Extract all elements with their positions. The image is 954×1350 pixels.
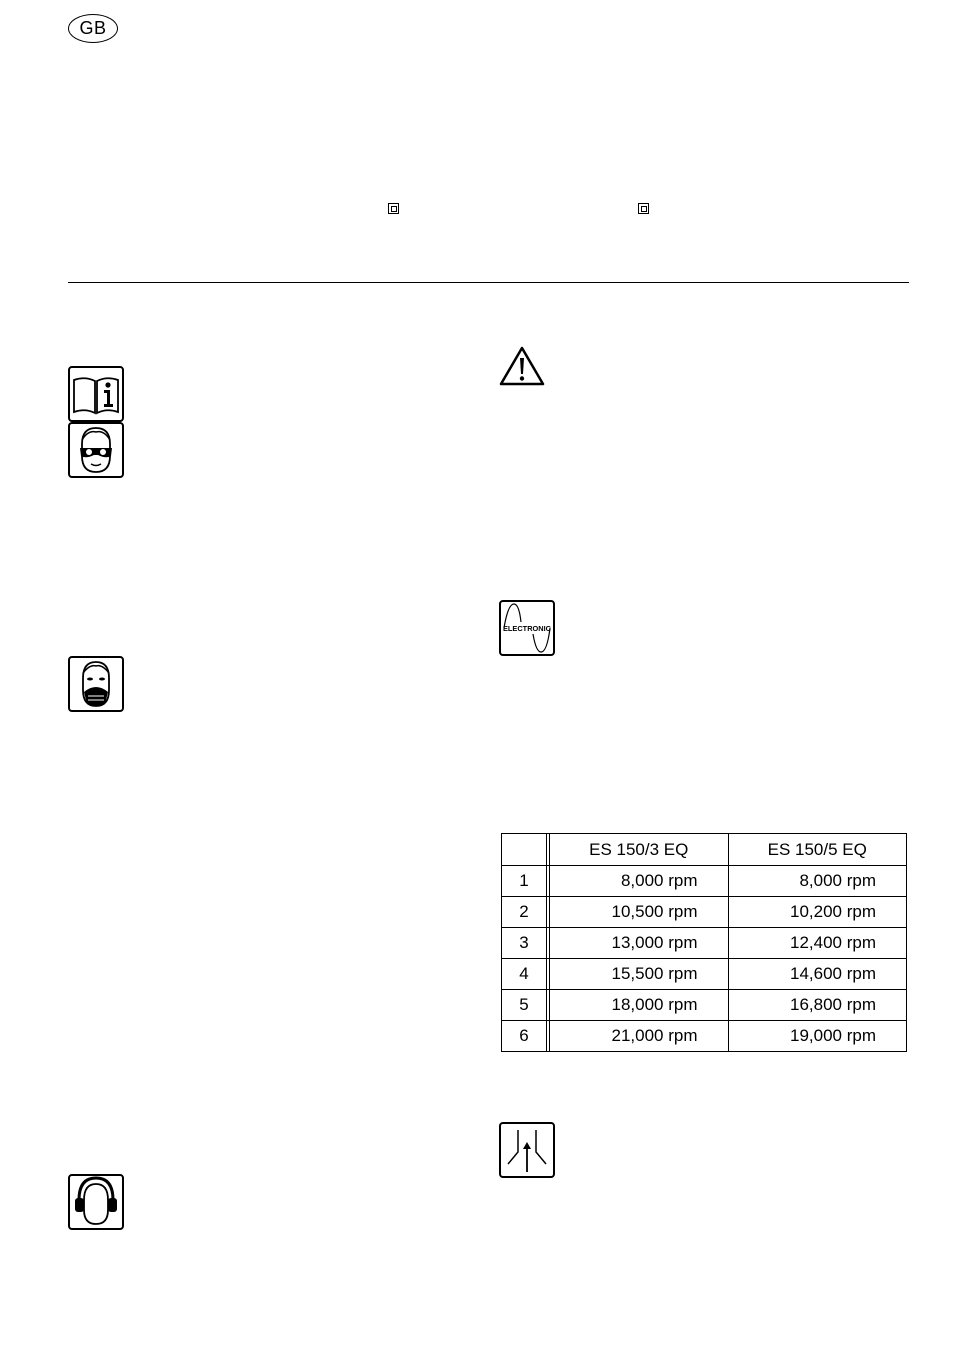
es150-3-speed-cell: 15,500 rpm (550, 959, 729, 990)
table-row (502, 866, 907, 897)
section-divider (68, 282, 909, 283)
es150-5-speed-cell: 14,600 rpm (728, 959, 907, 990)
step-cell: 6 (502, 1021, 547, 1052)
step-cell: 5 (502, 990, 547, 1021)
table-row (502, 897, 907, 928)
es150-5-speed-cell: 19,000 rpm (728, 1021, 907, 1052)
es150-3-speed-cell: 21,000 rpm (550, 1021, 729, 1052)
ear-protection-icon (68, 1174, 124, 1230)
column-header-es150-3: ES 150/3 EQ (550, 834, 729, 866)
safety-goggles-icon (68, 422, 124, 478)
table-row (502, 928, 907, 959)
column-header-step (502, 834, 547, 866)
es150-3-speed-cell: 13,000 rpm (550, 928, 729, 959)
warning-triangle-icon (498, 345, 546, 387)
dust-extraction-icon (499, 1122, 555, 1178)
es150-5-speed-cell: 8,000 rpm (728, 866, 907, 897)
table-row (502, 990, 907, 1021)
step-cell: 4 (502, 959, 547, 990)
es150-3-speed-cell: 8,000 rpm (550, 866, 729, 897)
double-insulation-icon (388, 203, 399, 214)
read-manual-icon (68, 366, 124, 422)
electronic-label: ELECTRONIC (502, 624, 552, 633)
speed-table (501, 833, 907, 1052)
step-cell: 2 (502, 897, 547, 928)
es150-3-speed-cell: 10,500 rpm (550, 897, 729, 928)
es150-3-speed-cell: 18,000 rpm (550, 990, 729, 1021)
es150-5-speed-cell: 16,800 rpm (728, 990, 907, 1021)
table-row (502, 1021, 907, 1052)
dust-mask-icon (68, 656, 124, 712)
step-cell: 1 (502, 866, 547, 897)
column-header-es150-5: ES 150/5 EQ (728, 834, 907, 866)
es150-5-speed-cell: 10,200 rpm (728, 897, 907, 928)
table-header-row (502, 834, 907, 866)
double-insulation-icon (638, 203, 649, 214)
step-cell: 3 (502, 928, 547, 959)
table-row (502, 959, 907, 990)
country-code-badge: GB (68, 14, 118, 43)
electronic-speed-icon (499, 600, 555, 656)
es150-5-speed-cell: 12,400 rpm (728, 928, 907, 959)
